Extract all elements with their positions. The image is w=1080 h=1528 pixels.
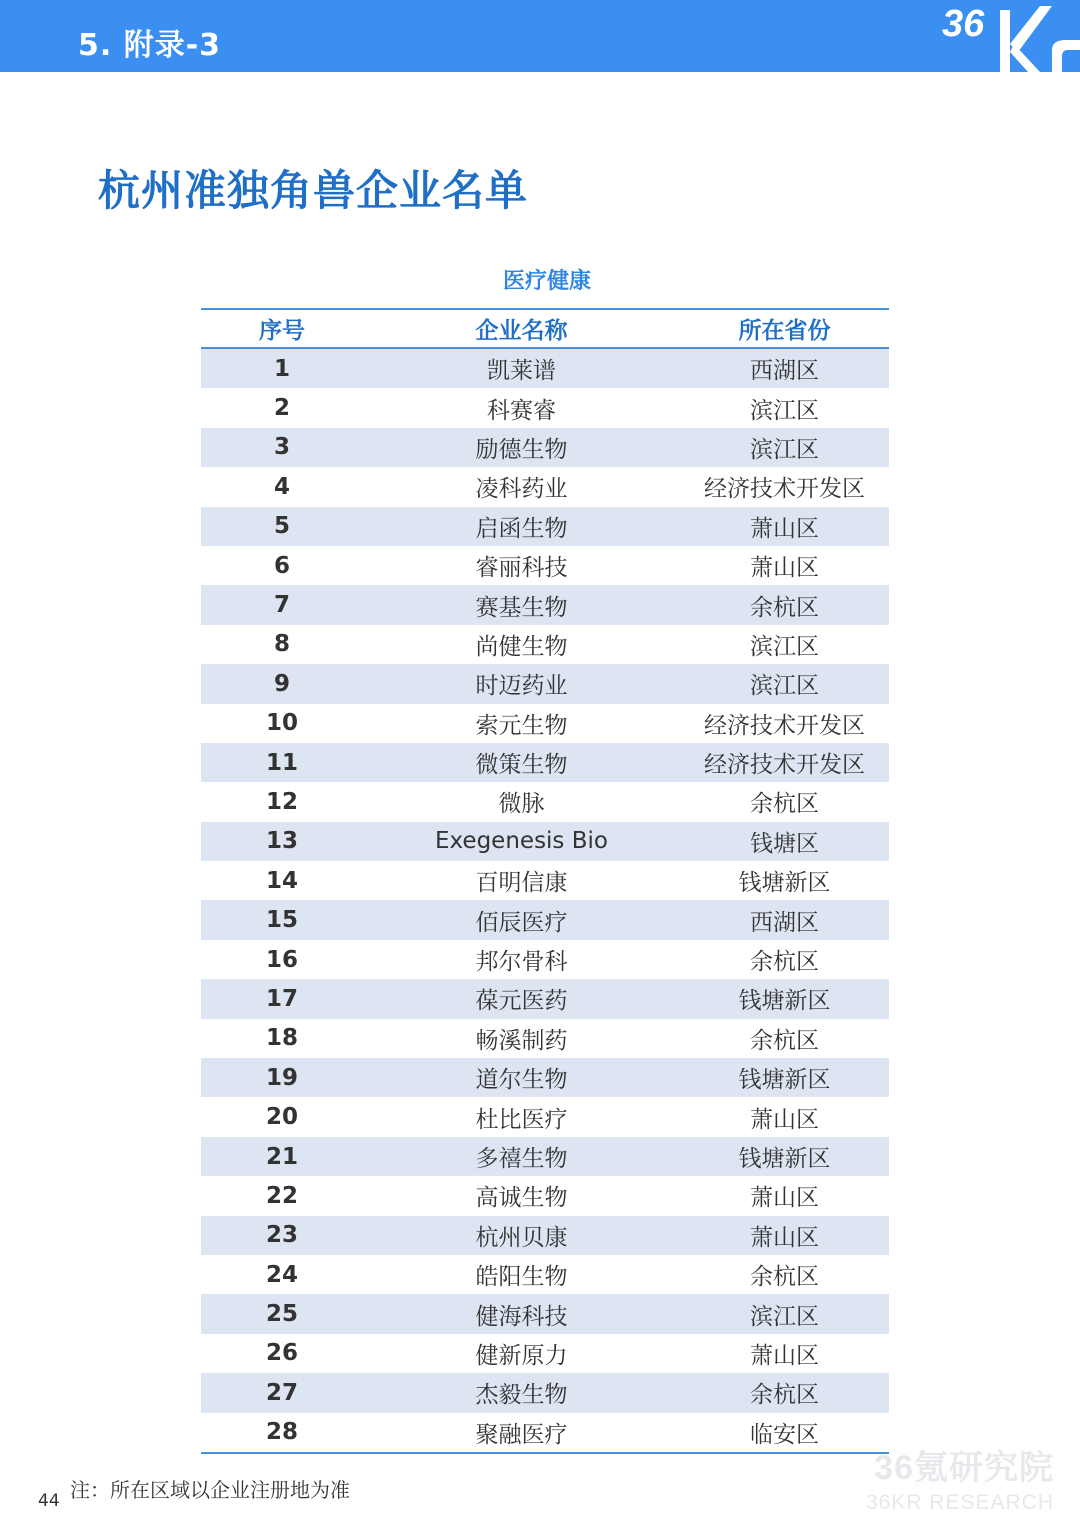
region: 经济技术开发区 (704, 712, 865, 739)
company-name: 多禧生物 (475, 1146, 568, 1172)
row-index: 14 (265, 867, 298, 894)
table-row (201, 782, 889, 821)
table-row (201, 1334, 889, 1373)
top-banner (0, 0, 1080, 72)
table-row (201, 704, 889, 743)
table-row (201, 1255, 889, 1294)
column-header-region: 所在省份 (738, 318, 831, 344)
row-index: 12 (265, 788, 298, 815)
company-name: 健海科技 (475, 1303, 568, 1330)
table-row (201, 861, 889, 900)
table-row (201, 1137, 889, 1176)
table-row (201, 585, 889, 624)
region: 滨江区 (750, 1303, 819, 1330)
row-index: 10 (265, 710, 298, 737)
column-header-index: 序号 (259, 318, 305, 344)
region: 钱塘新区 (738, 988, 831, 1015)
row-index: 4 (273, 473, 290, 500)
region: 滨江区 (750, 633, 819, 660)
row-index: 2 (273, 395, 290, 422)
page-number: 44 (38, 1491, 60, 1511)
region: 萧山区 (750, 1342, 819, 1369)
row-index: 11 (265, 749, 298, 776)
section-label: 5. 附录-3 (78, 28, 222, 63)
row-index: 9 (273, 670, 290, 697)
company-name: 百明信康 (475, 870, 568, 897)
company-name: 索元生物 (475, 712, 568, 739)
region: 萧山区 (750, 1106, 819, 1133)
region: 西湖区 (750, 358, 819, 385)
table-row (201, 1413, 889, 1452)
region: 钱塘区 (750, 830, 819, 857)
row-index: 28 (265, 1419, 298, 1446)
table-header (201, 310, 889, 347)
row-index: 13 (265, 828, 298, 855)
row-index: 23 (265, 1222, 298, 1249)
table-bottom-rule (201, 1452, 889, 1454)
row-index: 5 (273, 513, 290, 540)
table-row (201, 900, 889, 939)
company-name: 赛基生物 (475, 594, 568, 621)
region: 经济技术开发区 (704, 476, 865, 503)
36kr-logo (940, 0, 1080, 72)
company-name: 道尔生物 (475, 1067, 568, 1094)
company-name: Exegenesis Bio (435, 828, 608, 855)
region: 滨江区 (750, 436, 819, 463)
region: 钱塘新区 (738, 870, 831, 897)
region: 萧山区 (750, 1185, 819, 1212)
table-row (201, 743, 889, 782)
row-index: 25 (265, 1301, 298, 1328)
company-name: 凌科药业 (475, 476, 568, 503)
company-name: 杜比医疗 (475, 1106, 568, 1133)
region: 临安区 (750, 1421, 819, 1448)
watermark-cn: 36氪研究院 (874, 1449, 1054, 1487)
row-index: 18 (265, 1025, 298, 1052)
region: 萧山区 (750, 515, 819, 542)
table-row (201, 1097, 889, 1136)
table-caption: 医疗健康 (502, 269, 591, 294)
row-index: 20 (265, 1104, 298, 1131)
region: 滨江区 (750, 397, 819, 424)
company-name: 皓阳生物 (475, 1264, 568, 1291)
row-index: 6 (273, 552, 290, 579)
row-index: 19 (265, 1064, 298, 1091)
row-index: 8 (273, 631, 290, 658)
table-row (201, 388, 889, 427)
table-row (201, 979, 889, 1018)
row-index: 16 (265, 946, 298, 973)
company-name: 励德生物 (475, 436, 568, 463)
company-name: 高诚生物 (475, 1185, 568, 1212)
company-name: 尚健生物 (475, 633, 568, 660)
region: 经济技术开发区 (704, 752, 865, 779)
company-name: 葆元医药 (475, 988, 568, 1015)
row-index: 3 (273, 434, 290, 461)
table-row (201, 1216, 889, 1255)
page-title: 杭州准独角兽企业名单 (98, 166, 529, 215)
row-index: 22 (265, 1182, 298, 1209)
company-name: 畅溪制药 (475, 1027, 568, 1054)
row-index: 21 (265, 1143, 298, 1170)
company-name: 杰毅生物 (475, 1382, 568, 1409)
region: 滨江区 (750, 673, 819, 700)
footnote: 注：所在区域以企业注册地为准 (70, 1478, 350, 1502)
table-row (201, 1058, 889, 1097)
table-row (201, 1294, 889, 1333)
region: 余杭区 (750, 1027, 819, 1054)
table-body (201, 349, 889, 1452)
row-index: 17 (265, 985, 298, 1012)
row-index: 15 (265, 907, 298, 934)
row-index: 26 (265, 1340, 298, 1367)
table-row (201, 1176, 889, 1215)
table-row (201, 349, 889, 388)
table-row (201, 625, 889, 664)
column-header-company: 企业名称 (475, 318, 568, 344)
company-name: 邦尔骨科 (475, 949, 568, 976)
company-name: 微策生物 (475, 752, 568, 779)
region: 余杭区 (750, 1382, 819, 1409)
table-row (201, 1019, 889, 1058)
table-row (201, 664, 889, 703)
region: 西湖区 (750, 909, 819, 936)
company-name: 启函生物 (475, 515, 568, 542)
company-name: 微脉 (498, 791, 545, 818)
region: 钱塘新区 (738, 1067, 831, 1094)
company-name: 聚融医疗 (475, 1421, 568, 1448)
company-name: 凯莱谱 (487, 358, 556, 385)
company-name: 佰辰医疗 (475, 909, 568, 936)
table-row (201, 507, 889, 546)
watermark (866, 1440, 1054, 1515)
table-row (201, 940, 889, 979)
table-row (201, 546, 889, 585)
table-row (201, 428, 889, 467)
table-row (201, 822, 889, 861)
region: 余杭区 (750, 791, 819, 818)
row-index: 24 (265, 1261, 298, 1288)
company-name: 时迈药业 (475, 673, 568, 700)
region: 钱塘新区 (738, 1146, 831, 1172)
company-name: 睿丽科技 (475, 555, 568, 582)
row-index: 27 (265, 1379, 298, 1406)
svg-text:36: 36 (942, 3, 985, 45)
region: 萧山区 (750, 1224, 819, 1251)
row-index: 1 (273, 355, 290, 382)
watermark-en: 36KR RESEARCH (865, 1491, 1054, 1514)
company-name: 杭州贝康 (475, 1224, 568, 1251)
table-row (201, 467, 889, 506)
company-table (201, 262, 889, 1454)
region: 余杭区 (750, 594, 819, 621)
row-index: 7 (273, 592, 290, 619)
region: 余杭区 (750, 1264, 819, 1291)
company-name: 科赛睿 (487, 397, 556, 424)
region: 萧山区 (750, 555, 819, 582)
company-name: 健新原力 (475, 1342, 568, 1369)
region: 余杭区 (750, 949, 819, 976)
table-row (201, 1373, 889, 1412)
